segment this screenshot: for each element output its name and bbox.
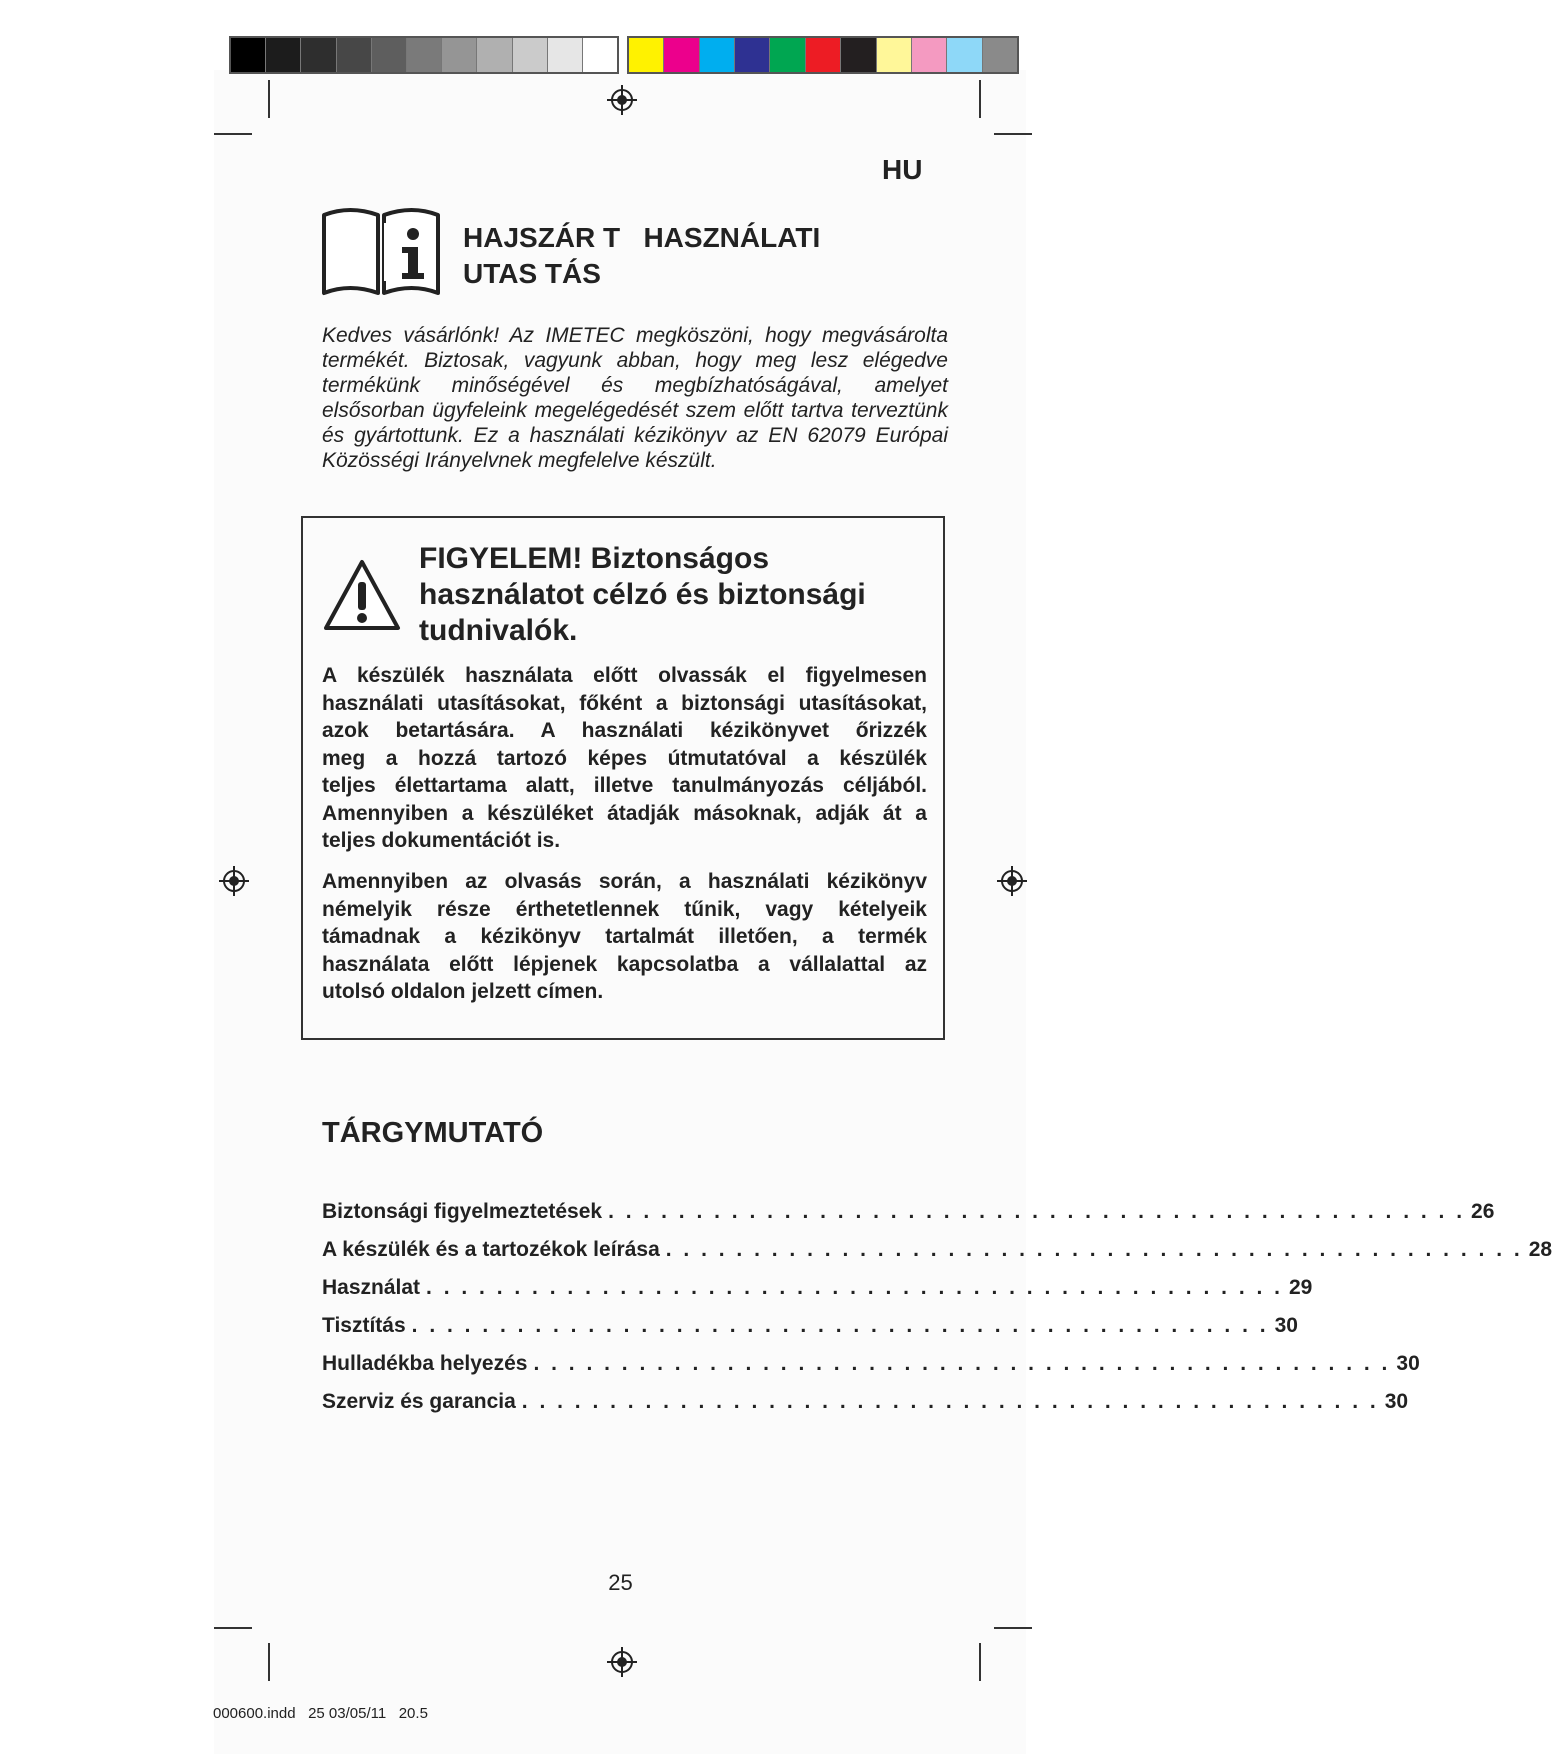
toc-entry-label: Szerviz és garancia: [322, 1390, 516, 1413]
warning-title-line: használatot célzó és biztonsági: [419, 578, 866, 611]
toc-entry-page: 29: [1289, 1276, 1313, 1299]
gray-swatch: [231, 38, 266, 72]
registration-mark-icon: [997, 866, 1027, 896]
toc-entry[interactable]: [322, 1200, 1495, 1238]
grayscale-calibration-bar: [229, 36, 619, 74]
gray-swatch: [266, 38, 301, 72]
gray-swatch: [407, 38, 442, 72]
warning-triangle-icon: [322, 558, 402, 632]
page-title: [463, 220, 820, 292]
color-swatch: [664, 38, 699, 72]
warning-title: [419, 541, 959, 649]
language-code: HU: [882, 154, 923, 185]
registration-mark-icon: [219, 866, 249, 896]
crop-mark: [268, 80, 270, 118]
text-line: meg a hozzá tartozó képes útmutatóval a készülék: [322, 746, 927, 770]
toc-leader-dots: . . . . . . . . . . . . . . . . . . . . . . . . . . . . . . . . . . . . . . . . . . . . . . . . .: [521, 1390, 1379, 1413]
color-swatch: [700, 38, 735, 72]
title-line: UTAS TÁS: [463, 258, 601, 289]
crop-mark: [268, 1643, 270, 1681]
toc-entry-page: 28: [1528, 1238, 1552, 1261]
toc-entry-page: 30: [1274, 1314, 1298, 1337]
color-swatch: [806, 38, 841, 72]
gray-swatch: [583, 38, 617, 72]
toc-entry[interactable]: [322, 1352, 1420, 1390]
toc-entry-label: Tisztítás: [322, 1314, 406, 1337]
toc-leader-dots: . . . . . . . . . . . . . . . . . . . . . . . . . . . . . . . . . . . . . . . . . . . . . . . . .: [533, 1352, 1391, 1375]
toc-entry-page: 30: [1384, 1390, 1409, 1413]
toc-leader-dots: . . . . . . . . . . . . . . . . . . . . . . . . . . . . . . . . . . . . . . . . . . . . . . . . .: [608, 1200, 1466, 1223]
toc-leader-dots: . . . . . . . . . . . . . . . . . . . . . . . . . . . . . . . . . . . . . . . . . . . . . . . . .: [426, 1276, 1283, 1299]
table-of-contents: [322, 1200, 1552, 1428]
toc-entry[interactable]: [322, 1314, 1298, 1352]
toc-entry-label: Biztonsági figyelmeztetések: [322, 1200, 603, 1223]
info-book-icon: [320, 205, 442, 297]
toc-entry-label: Hulladékba helyezés: [322, 1352, 528, 1375]
color-calibration-bar: [627, 36, 1019, 74]
crop-mark: [994, 133, 1032, 135]
color-swatch: [841, 38, 876, 72]
gray-swatch: [301, 38, 336, 72]
text-line: utolsó oldalon jelzett címen.: [322, 980, 604, 1003]
warning-title-line: tudnivalók.: [419, 614, 578, 647]
color-swatch: [877, 38, 912, 72]
gray-swatch: [372, 38, 407, 72]
color-swatch: [983, 38, 1017, 72]
warning-paragraph-2: [322, 868, 927, 1006]
gray-swatch: [477, 38, 512, 72]
text-line: azok betartására. A használati kézikönyvet őrizzék: [322, 719, 927, 742]
gray-swatch: [513, 38, 548, 72]
toc-leader-dots: . . . . . . . . . . . . . . . . . . . . . . . . . . . . . . . . . . . . . . . . . . . . . . . . .: [411, 1314, 1269, 1337]
toc-entry-page: 26: [1471, 1200, 1495, 1223]
text-line: használata előtt lépjenek kapcsolatba a vállalattal az: [322, 952, 927, 976]
text-line: használati utasításokat, főként a biztonsági utasításokat,: [322, 691, 927, 715]
title-line: HAJSZÁR T HASZNÁLATI: [463, 222, 821, 253]
text-line: teljes dokumentációt is.: [322, 829, 561, 852]
color-swatch: [735, 38, 770, 72]
toc-entry-page: 30: [1396, 1352, 1420, 1375]
intro-paragraph: Kedves vásárlónk! Az IMETEC megköszöni, hogy megvásárolta termékét. Biztosak, vagyunk abban, hogy meg lesz elégedve termékünk minőségével és megbízhatóságával, amelyet elsősorban ügyfeleink megelégedését szem előtt tartva terveztünk és gyártottunk. Ez a használati kézikönyv az EN 62079 Európai Közösségi Irányelvnek megfelelve készült.: [322, 324, 948, 472]
toc-leader-dots: . . . . . . . . . . . . . . . . . . . . . . . . . . . . . . . . . . . . . . . . . . . . . . . . .: [665, 1238, 1523, 1261]
gray-swatch: [442, 38, 477, 72]
text-line: támadnak a kézikönyv tartalmát illetően, a termék: [322, 925, 927, 948]
text-line: Amennyiben az olvasás során, a használati kézikönyv: [322, 870, 927, 893]
crop-mark: [214, 133, 252, 135]
text-line: teljes élettartama alatt, illetve tanulmányozás céljából.: [322, 774, 927, 797]
color-swatch: [629, 38, 664, 72]
registration-mark-icon: [607, 1647, 637, 1677]
crop-mark: [979, 80, 981, 118]
print-slug-line: 000600.indd 25 03/05/11 20.5: [213, 1705, 428, 1722]
text-line: Amennyiben a készüléket átadják másoknak, adják át a: [322, 801, 927, 825]
gray-swatch: [548, 38, 583, 72]
page-number: 25: [608, 1570, 633, 1595]
color-swatch: [947, 38, 982, 72]
crop-mark: [994, 1627, 1032, 1629]
toc-entry-label: Használat: [322, 1276, 421, 1299]
registration-mark-icon: [607, 85, 637, 115]
warning-title-line: FIGYELEM! Biztonságos: [419, 542, 770, 575]
text-line: A készülék használata előtt olvassák el figyelmesen: [322, 664, 927, 687]
toc-entry[interactable]: [322, 1238, 1552, 1276]
toc-entry-label: A készülék és a tartozékok leírása: [322, 1238, 660, 1261]
color-swatch: [912, 38, 947, 72]
color-swatch: [770, 38, 805, 72]
text-line: némelyik része érthetetlennek tűnik, vagy kételyeik: [322, 897, 927, 921]
toc-entry[interactable]: [322, 1276, 1313, 1314]
crop-mark: [214, 1627, 252, 1629]
warning-paragraph-1: [322, 662, 927, 855]
toc-title: TÁRGYMUTATÓ: [322, 1117, 544, 1149]
toc-entry[interactable]: [322, 1390, 1409, 1428]
crop-mark: [979, 1643, 981, 1681]
gray-swatch: [337, 38, 372, 72]
